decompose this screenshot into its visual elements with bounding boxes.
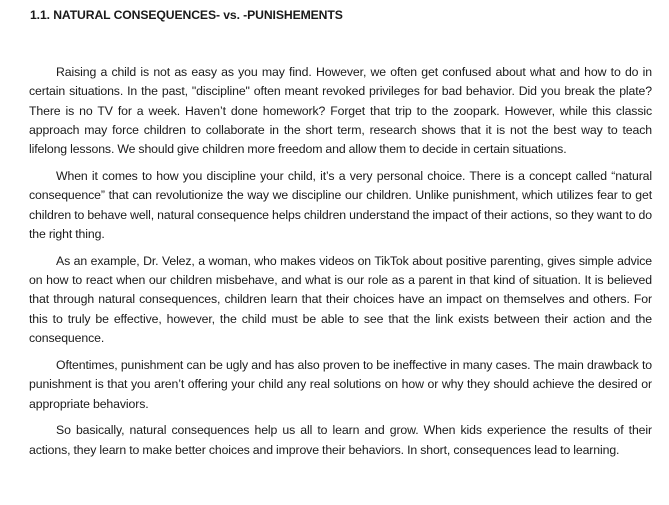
paragraph-5: So basically, natural consequences help us all to learn and grow. When kids experience the results of their actions, they learn to make better choices and improve their behaviors. In short, consequences lead to learning.	[29, 423, 652, 457]
paragraph-3: As an example, Dr. Velez, a woman, who makes videos on TikTok about positive parenting, gives simple advice on how to react when our children misbehave, and what is our role as a parent in that kind of situation. It is believed that through natural consequences, children learn that their choices have an impact on themselves and others. For this to truly be effective, however, the child must be able to see that the link exists between their action and the consequence.	[29, 253, 652, 346]
section-heading: 1.1. NATURAL CONSEQUENCES- vs. -PUNISHEMENTS	[30, 8, 343, 22]
paragraph-4: Oftentimes, punishment can be ugly and has also proven to be ineffective in many cases. The main drawback to punishment is that you aren’t offering your child any real solutions on how or why they should achieve the desired or appropriate behaviors.	[29, 357, 652, 411]
document-body	[29, 63, 652, 468]
paragraph-2: When it comes to how you discipline your child, it’s a very personal choice. There is a concept called “natural consequence” that can revolutionize the way we discipline our children. Unlike punishment, which utilizes fear to get children to behave well, natural consequence helps children understand the impact of their actions, so they want to do the right thing.	[29, 169, 652, 241]
paragraph-1: Raising a child is not as easy as you may find. However, we often get confused about what and how to do in certain situations. In the past, "discipline" often meant revoked privileges for bad behavior. Did you break the plate? There is no TV for a week. Haven’t done homework? Forget that trip to the zoopark. However, while this classic approach may force children to collaborate in the short term, research shows that it is not the best way to teach lifelong lessons. We should give children more freedom and allow them to decide in certain situations.	[29, 65, 652, 157]
